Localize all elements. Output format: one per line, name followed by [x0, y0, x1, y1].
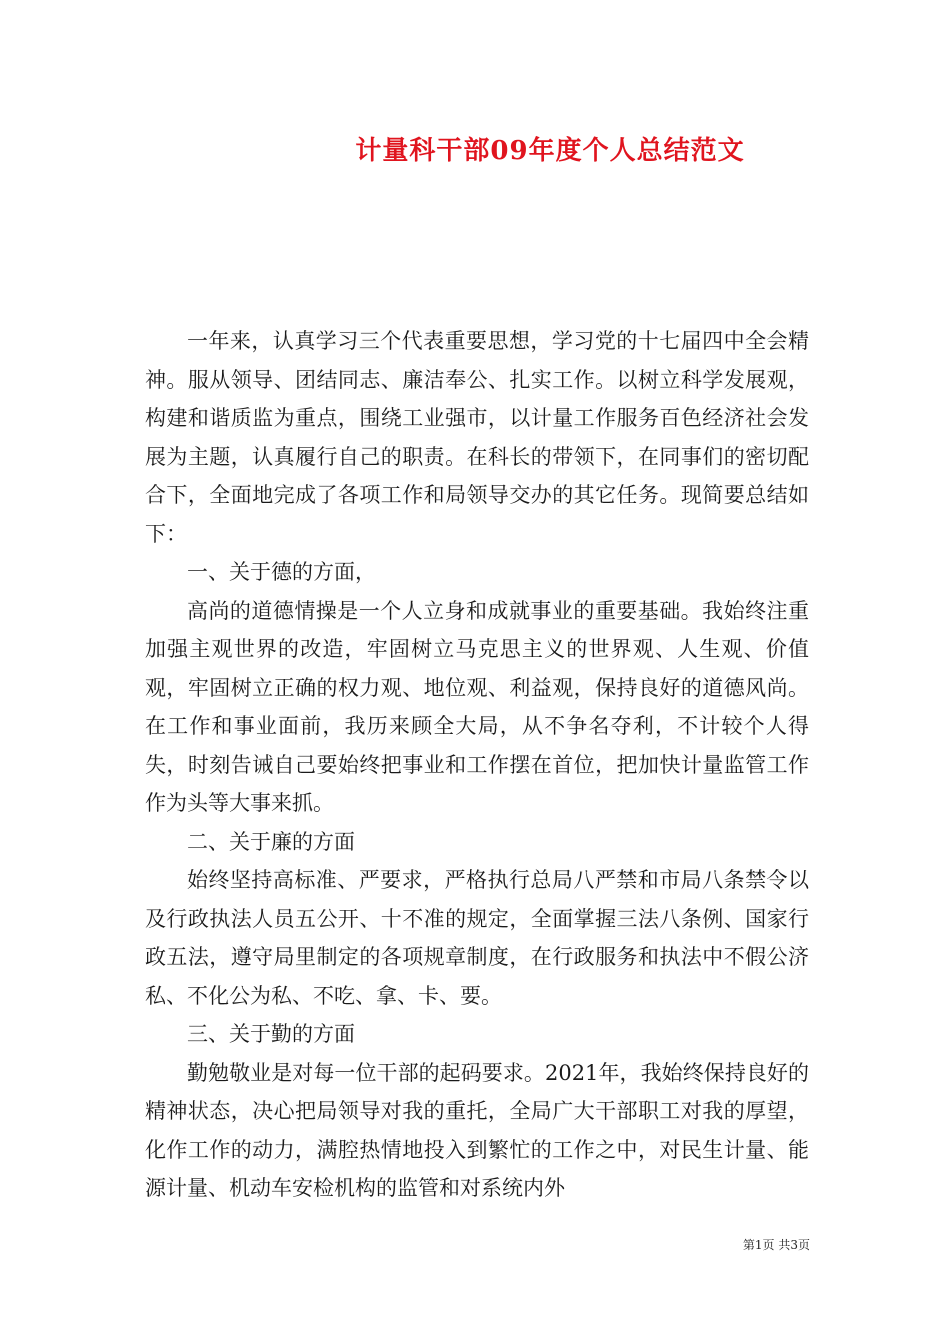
section-heading-de: 一、关于德的方面，: [187, 560, 376, 584]
section-heading-lian: 二、关于廉的方面: [187, 829, 355, 854]
paragraph-intro: 一年来，认真学习三个代表重要思想，学习党的十七届四中全会精神。服从领导、团结同志、廉洁奉公、扎实工作。以树立科学发展观，构建和谐质监为重点，围绕工业强市，以计量工作服务百色经济社会发展为主题，认真履行自己的职责。在科长的带领下，在同事们的密切配合下，全面地完成了各项工作和局领导交办的其它任务。现简要总结如下：: [145, 329, 809, 546]
paragraph-lian: 始终坚持高标准、严要求，严格执行总局八严禁和市局八条禁令以及行政执法人员五公开、十不准的规定，全面掌握三法八条例、国家行政五法，遵守局里制定的各项规章制度，在行政服务和执法中不假公济私、不化公为私、不吃、拿、卡、要。: [145, 868, 809, 1008]
document-title: 计量科干部09年度个人总结范文: [355, 136, 745, 166]
page-number-footer: 第1页 共3页: [742, 1238, 810, 1252]
document-body: [145, 322, 809, 1208]
section-heading-qin: 三、关于勤的方面: [187, 1022, 355, 1046]
paragraph-de: 高尚的道德情操是一个人立身和成就事业的重要基础。我始终注重加强主观世界的改造，牢固树立马克思主义的世界观、人生观、价值观，牢固树立正确的权力观、地位观、利益观，保持良好的道德风尚。在工作和事业面前，我历来顾全大局，从不争名夺利，不计较个人得失，时刻告诫自己要始终把事业和工作摆在首位，把加快计量监管工作作为头等大事来抓。: [145, 598, 809, 815]
paragraph-qin: 勤勉敬业是对每一位干部的起码要求。2021年，我始终保持良好的精神状态，决心把局领导对我的重托，全局广大干部职工对我的厚望，化作工作的动力，满腔热情地投入到繁忙的工作之中，对民生计量、能源计量、机动车安检机构的监管和对系统内外: [145, 1060, 809, 1200]
